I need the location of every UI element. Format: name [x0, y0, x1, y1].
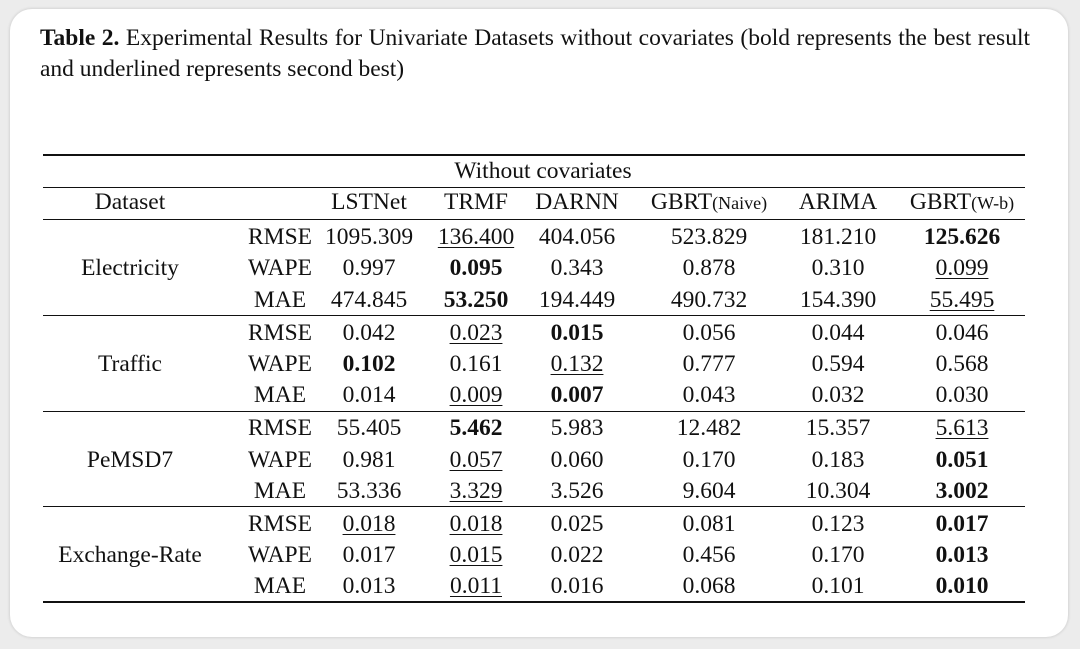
- value-cell: 0.068: [682, 573, 736, 600]
- value-cell: 5.462: [449, 415, 503, 442]
- dataset-separator-rule: [43, 506, 1025, 507]
- model-name: GBRT: [650, 189, 713, 215]
- value-cell: 0.568: [935, 350, 989, 377]
- value-cell: 0.878: [682, 255, 736, 282]
- value-cell: 0.123: [811, 510, 865, 537]
- value-cell: 5.983: [550, 415, 604, 442]
- metric-label: RMSE: [248, 319, 312, 346]
- metric-label: MAE: [253, 286, 307, 313]
- value-cell: 0.046: [935, 319, 989, 346]
- metric-label: RMSE: [248, 224, 312, 250]
- value-cell: 523.829: [670, 224, 748, 250]
- metric-label: WAPE: [248, 255, 312, 282]
- value-cell: 0.014: [342, 382, 396, 409]
- dataset-header: Dataset: [94, 189, 166, 215]
- model-name: TRMF: [444, 189, 508, 215]
- value-cell: 404.056: [538, 224, 616, 250]
- model-header-5: [862, 187, 1062, 217]
- value-cell: 181.210: [799, 224, 877, 250]
- dataset-name: Electricity: [81, 255, 179, 282]
- value-cell: 0.013: [935, 542, 989, 569]
- header-rule: [43, 219, 1025, 220]
- value-cell: 0.017: [342, 542, 396, 569]
- value-cell: 0.016: [550, 573, 604, 600]
- metric-label: WAPE: [248, 350, 312, 377]
- value-cell: 474.845: [330, 286, 408, 313]
- group-header: Without covariates: [454, 158, 632, 184]
- value-cell: 0.043: [682, 382, 736, 409]
- value-cell: 3.329: [449, 477, 503, 504]
- model-name: ARIMA: [798, 189, 878, 215]
- value-cell: 0.018: [449, 510, 503, 537]
- value-cell: 0.170: [682, 446, 736, 473]
- value-cell: 0.057: [449, 446, 503, 473]
- value-cell: 0.009: [449, 382, 503, 409]
- value-cell: 12.482: [676, 415, 742, 442]
- caption-label: Table 2.: [40, 25, 120, 51]
- value-cell: 0.183: [811, 446, 865, 473]
- value-cell: 0.777: [682, 350, 736, 377]
- value-cell: 0.051: [935, 446, 989, 473]
- value-cell: 3.526: [550, 477, 604, 504]
- value-cell: 154.390: [799, 286, 877, 313]
- value-cell: 0.310: [811, 255, 865, 282]
- value-cell: 9.604: [682, 477, 736, 504]
- dataset-separator-rule: [43, 315, 1025, 316]
- model-suffix: (W-b): [971, 193, 1015, 213]
- dataset-name: PeMSD7: [86, 446, 174, 473]
- value-cell: 55.495: [929, 286, 995, 313]
- dataset-name: Exchange-Rate: [58, 542, 202, 569]
- metric-label: WAPE: [248, 446, 312, 473]
- value-cell: 55.405: [336, 415, 402, 442]
- metric-label: WAPE: [248, 542, 312, 569]
- value-cell: 15.357: [805, 415, 871, 442]
- value-cell: 0.081: [682, 510, 736, 537]
- dataset-name: Traffic: [98, 350, 162, 377]
- value-cell: 0.095: [449, 255, 503, 282]
- value-cell: 0.044: [811, 319, 865, 346]
- metric-label: RMSE: [248, 415, 312, 442]
- value-cell: 10.304: [805, 477, 871, 504]
- value-cell: 0.007: [550, 382, 604, 409]
- value-cell: 0.056: [682, 319, 736, 346]
- value-cell: 0.023: [449, 319, 503, 346]
- value-cell: 0.030: [935, 382, 989, 409]
- value-cell: 0.997: [342, 255, 396, 282]
- metric-label: MAE: [253, 477, 307, 504]
- value-cell: 0.013: [342, 573, 396, 600]
- metric-label: MAE: [253, 573, 307, 600]
- value-cell: 0.170: [811, 542, 865, 569]
- dataset-separator-rule: [43, 411, 1025, 412]
- value-cell: 194.449: [538, 286, 616, 313]
- value-cell: 0.011: [449, 573, 502, 600]
- metric-label: RMSE: [248, 510, 312, 537]
- value-cell: 490.732: [670, 286, 748, 313]
- value-cell: 0.101: [811, 573, 865, 600]
- value-cell: 0.015: [449, 542, 503, 569]
- model-name: GBRT: [909, 189, 972, 215]
- value-cell: 0.015: [550, 319, 604, 346]
- value-cell: 1095.309: [324, 224, 414, 250]
- caption-text: Experimental Results for Univariate Datasets without covariates (bold represents the best result and underlined represents second best): [40, 25, 1031, 82]
- model-name: LSTNet: [331, 189, 407, 215]
- value-cell: 136.400: [437, 224, 515, 250]
- value-cell: 0.010: [935, 573, 989, 600]
- table-caption: [40, 23, 1030, 85]
- value-cell: 0.099: [935, 255, 989, 282]
- value-cell: 3.002: [935, 477, 989, 504]
- value-cell: 0.060: [550, 446, 604, 473]
- value-cell: 0.042: [342, 319, 396, 346]
- value-cell: 0.594: [811, 350, 865, 377]
- model-name: DARNN: [535, 189, 619, 215]
- table-bottom-rule: [43, 601, 1025, 603]
- metric-label: MAE: [253, 382, 307, 409]
- value-cell: 0.032: [811, 382, 865, 409]
- value-cell: 53.336: [336, 477, 402, 504]
- value-cell: 0.025: [550, 510, 604, 537]
- value-cell: 53.250: [443, 286, 509, 313]
- value-cell: 0.981: [342, 446, 396, 473]
- value-cell: 0.132: [550, 350, 604, 377]
- value-cell: 0.456: [682, 542, 736, 569]
- value-cell: 0.017: [935, 510, 989, 537]
- value-cell: 0.018: [342, 510, 396, 537]
- value-cell: 0.022: [550, 542, 604, 569]
- value-cell: 0.102: [342, 350, 396, 377]
- model-suffix: (Naive): [712, 193, 768, 213]
- value-cell: 0.343: [550, 255, 604, 282]
- value-cell: 125.626: [923, 224, 1001, 250]
- value-cell: 5.613: [935, 415, 989, 442]
- value-cell: 0.161: [449, 350, 503, 377]
